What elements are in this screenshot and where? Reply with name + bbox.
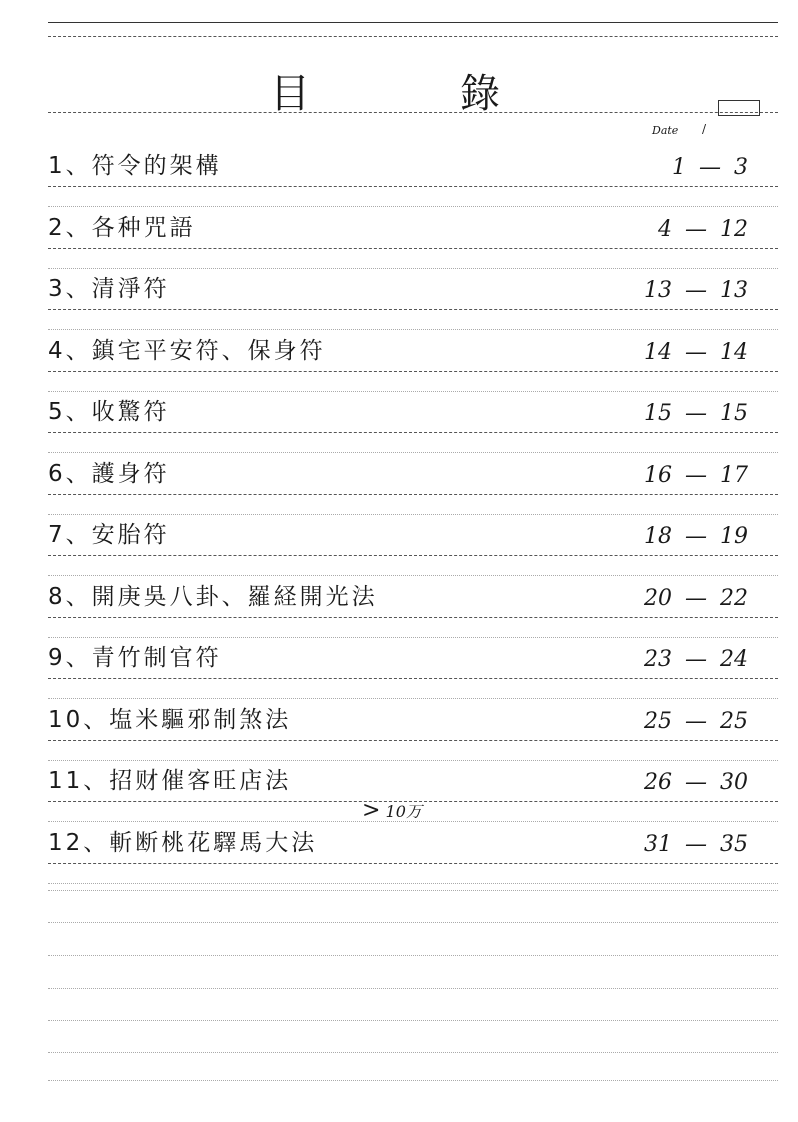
toc-entry xyxy=(48,208,748,248)
entry-rule xyxy=(48,494,778,495)
toc-entry-pages: 26 — 30 xyxy=(644,770,748,795)
page-title xyxy=(270,62,500,119)
note-arrow: > xyxy=(362,798,381,823)
entry-rule xyxy=(48,371,778,372)
entry-rule xyxy=(48,309,778,310)
toc-entry xyxy=(48,269,748,309)
entry-rule xyxy=(48,555,778,556)
toc-entry-pages: 31 — 35 xyxy=(644,831,748,857)
toc-entry xyxy=(48,700,748,740)
toc-entry-label: 1、符令的架構 xyxy=(48,153,222,179)
toc-entry-label: 9、青竹制官符 xyxy=(48,645,222,671)
toc-entry-label: 11、招财催客旺店法 xyxy=(48,768,292,794)
toc-entry-label: 6、護身符 xyxy=(48,460,170,487)
toc-entry xyxy=(48,392,748,432)
toc-entry-label: 7、安胎符 xyxy=(48,522,170,548)
entry-rule-faint xyxy=(48,883,778,884)
title-char-2: 錄 xyxy=(460,71,500,117)
blank-rule xyxy=(48,1080,778,1081)
entry-rule xyxy=(48,617,778,618)
date-box xyxy=(718,100,760,116)
toc-entry-pages: 1 — 3 xyxy=(672,155,748,180)
toc-entry-pages: 23 — 24 xyxy=(644,647,748,672)
title-underline xyxy=(48,112,778,113)
title-char-1: 目 xyxy=(270,71,310,117)
toc-entry-pages: 4 — 12 xyxy=(658,216,748,242)
blank-rule xyxy=(48,1020,778,1021)
toc-entry-label: 4、鎮宅平安符、保身符 xyxy=(48,337,326,364)
toc-entry-pages: 13 — 13 xyxy=(644,278,748,303)
toc-entry xyxy=(48,577,748,617)
entry-rule xyxy=(48,863,778,864)
toc-entry-label: 8、開庚吳八卦、羅経開光法 xyxy=(48,583,378,610)
toc-entry-pages: 18 — 19 xyxy=(644,524,748,549)
blank-rule xyxy=(48,955,778,956)
toc-entry-pages: 15 — 15 xyxy=(644,401,748,426)
blank-rule xyxy=(48,890,778,891)
toc-entry xyxy=(48,761,748,801)
top-rule xyxy=(48,22,778,23)
toc-entry-pages: 14 — 14 xyxy=(644,339,748,365)
entry-rule xyxy=(48,740,778,741)
note-text: 10万 xyxy=(385,802,422,821)
toc-entry xyxy=(48,331,748,371)
toc-entry-label: 5、收驚符 xyxy=(48,399,170,425)
margin-note xyxy=(362,798,422,823)
entry-rule xyxy=(48,678,778,679)
toc-entry-pages: 16 — 17 xyxy=(644,462,748,488)
entry-rule xyxy=(48,186,778,187)
toc-entry-label: 10、塩米驅邪制煞法 xyxy=(48,706,292,733)
date-slash: / xyxy=(702,122,707,136)
blank-rule xyxy=(48,922,778,923)
toc-entry xyxy=(48,638,748,678)
toc-entry xyxy=(48,515,748,555)
toc-entry-pages: 25 — 25 xyxy=(644,708,748,734)
toc-entry xyxy=(48,146,748,186)
toc-entry-label: 3、清淨符 xyxy=(48,276,170,302)
toc-entry-label: 12、斬断桃花驛馬大法 xyxy=(48,829,318,856)
top-rule-2 xyxy=(48,36,778,37)
entry-rule xyxy=(48,248,778,249)
blank-rule xyxy=(48,988,778,989)
toc-entry xyxy=(48,454,748,494)
toc-entry xyxy=(48,823,748,863)
toc-entry-label: 2、各种咒語 xyxy=(48,214,196,241)
date-label: Date xyxy=(652,124,679,137)
toc-entry-pages: 20 — 22 xyxy=(644,585,748,611)
blank-rule xyxy=(48,1052,778,1053)
entry-rule xyxy=(48,432,778,433)
